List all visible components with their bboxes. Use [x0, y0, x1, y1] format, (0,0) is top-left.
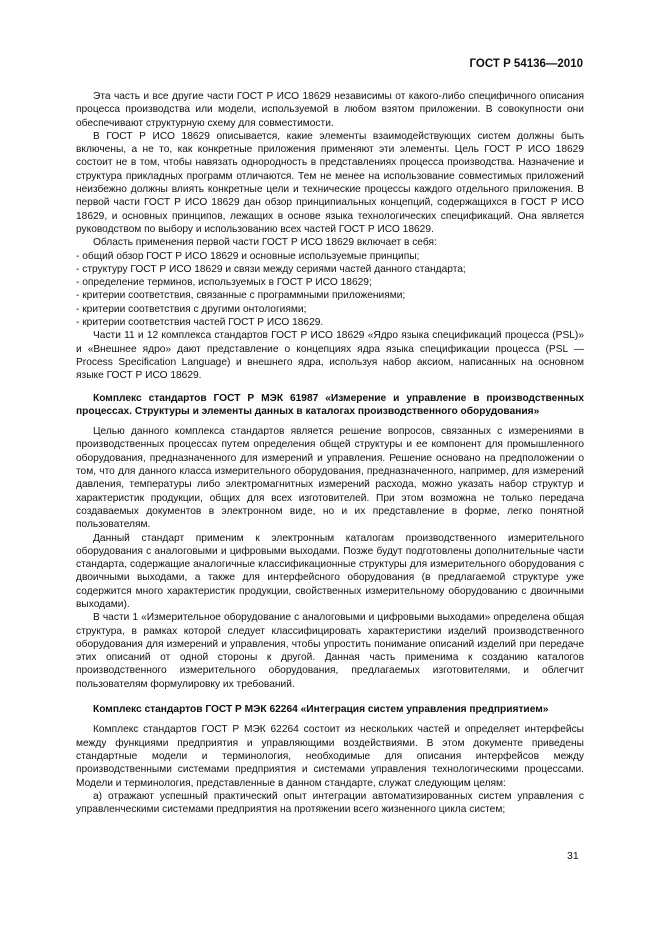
paragraph: Комплекс стандартов ГОСТ Р МЭК 62264 состоит из нескольких частей и определяет интерфейсы между функциями предприятия и управляющими воздействиями. В этом документе приведены стандартные модели и терминология, необходимые для описания интерфейсов между производственными системами предприятия и системами управления технологическими процессами. Модели и терминология, представленные в данном стандарте, служат следующим целям: — [76, 724, 584, 789]
list-item: - определение терминов, используемых в ГОСТ Р ИСО 18629; — [76, 277, 372, 289]
section-heading: Комплекс стандартов ГОСТ Р МЭК 61987 «Измерение и управление в производственных процессах. Структуры и элементы данных в каталогах производственного оборудования» — [76, 392, 584, 417]
paragraph: Части 11 и 12 комплекса стандартов ГОСТ Р ИСО 18629 «Ядро языка спецификаций процесса (PSL)» и «Внешнее ядро» дают представление о концепциях ядра языка спецификации процесса (PSL — Process Specification Language) и внешнего ядра, используя набор аксиом, написанных на основном языке ГОСТ Р ИСО 18629. — [76, 330, 584, 382]
list-item: - критерии соответствия частей ГОСТ Р ИСО 18629. — [76, 317, 324, 329]
paragraph: а) отражают успешный практический опыт интеграции автоматизированных систем управления с управленческими системами предприятия на протяжении всего жизненного цикла систем; — [76, 790, 584, 816]
paragraph: Эта часть и все другие части ГОСТ Р ИСО 18629 независимы от какого-либо специфичного описания процесса производства или модели, используемой в любом взятом приложении. В совокупности они обеспечивают структурную схему для совместимости. — [76, 91, 584, 129]
section-heading: Комплекс стандартов ГОСТ Р МЭК 62264 «Интеграция систем управления предприятием» — [93, 704, 549, 716]
paragraph: В ГОСТ Р ИСО 18629 описывается, какие элементы взаимодействующих систем должны быть включены, а не то, как конкретные приложения применяют эти элементы. Цель ГОСТ Р ИСО 18629 состоит не в том, чтобы навязать однородность в представлениях процесса производства. Назначение и структура прикладных программ отличаются. Тем не менее на использование совместимых приложений неизбежно должны влиять конкретные цели и технические процессы каждого отдельного приложения. В первой части ГОСТ Р ИСО 18629 дан обзор принципиальных концепций, содержащихся в ГОСТ Р ИСО 18629, и основных принципов, лежащих в основе языка технологических спецификаций. Она является руководством по выбору и использованию всех частей ГОСТ Р ИСО 18629. — [76, 130, 584, 235]
paragraph: Целью данного комплекса стандартов является решение вопросов, связанных с измерениями в производственных процессах путем определения общей структуры и ее компонент для промышленного оборудования, предназначенного для измерений и управления. Решение основано на предположении о том, что для данного класса измерительного оборудования, предназначенного, например, для измерений давления, температуры либо электромагнитных измерений расхода, можно указать набор структур и характеристик продукции, общих для всех изготовителей. При этом возможна не только передача создаваемых документов в электронном виде, но и их представление в форме, легко понятной пользователям. — [76, 426, 584, 531]
document-body — [76, 90, 584, 816]
list-item: - общий обзор ГОСТ Р ИСО 18629 и основные используемые принципы; — [76, 250, 420, 262]
paragraph: Данный стандарт применим к электронным каталогам производственного измерительного оборудования с аналоговыми и цифровыми выходами. Позже будут подготовлены дополнительные части стандарта, содержащие аналогичные классификационные структуры для измерительного оборудования с двоичными выходами, а также для интерфейсного оборудования (в предлагаемой структуре уже содержится много характеристик продукции, свойственных измерительному оборудованию с двоичными выходами). — [76, 532, 584, 610]
list-item: - критерии соответствия, связанные с программными приложениями; — [76, 290, 406, 302]
paragraph: Область применения первой части ГОСТ Р ИСО 18629 включает в себя: — [93, 237, 437, 249]
document-header: ГОСТ Р 54136—2010 — [469, 58, 583, 70]
paragraph: В части 1 «Измерительное оборудование с аналоговыми и цифровыми выходами» определена общая структура, в рамках которой следует классифицировать характеристики изделий производственного оборудования для измерений и управления, чтобы упростить понимание описаний изделий при передаче этих описаний от одной стороны к другой. Данная часть применима к созданию каталогов производственного измерительного оборудования, предлагаемых изготовителями, и облегчит пользователям формулировку их требований. — [76, 612, 584, 690]
list-item: - структуру ГОСТ Р ИСО 18629 и связи между сериями частей данного стандарта; — [76, 263, 466, 275]
page-number: 31 — [567, 850, 579, 862]
list-item: - критерии соответствия с другими онтологиями; — [76, 303, 307, 315]
